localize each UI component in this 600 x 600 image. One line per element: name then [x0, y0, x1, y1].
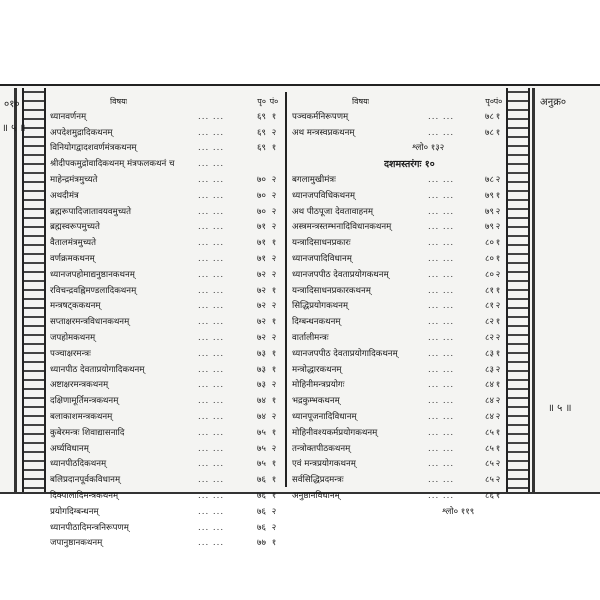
index-entry-line: १	[271, 364, 277, 375]
leader-dots: ... ...	[198, 174, 225, 185]
index-entry-row	[292, 442, 502, 458]
right-header-line: पं०	[493, 97, 503, 106]
leader-dots: ... ...	[198, 522, 225, 533]
index-entry-row	[50, 220, 280, 236]
index-entry-page: ७८	[485, 174, 494, 185]
index-entry-line: १	[495, 238, 501, 249]
left-page-label: ०१०	[4, 99, 20, 110]
leader-dots: ... ...	[198, 538, 225, 549]
index-entry-line: २	[495, 301, 501, 312]
leader-dots: ... ...	[428, 111, 455, 122]
index-entry-row	[50, 331, 280, 347]
index-entry-line: १	[271, 490, 277, 501]
index-entry-row	[292, 363, 502, 379]
index-entry-row	[50, 284, 280, 300]
index-entry-row	[50, 347, 280, 363]
leader-dots: ... ...	[428, 332, 455, 343]
index-entry-title: मन्त्रोद्धारकथनम्	[292, 364, 342, 375]
index-entry-row	[292, 347, 502, 363]
index-entry-row	[292, 315, 502, 331]
index-entry-line: २	[271, 411, 277, 422]
leader-dots: ... ...	[198, 269, 225, 280]
index-entry-row	[50, 521, 280, 537]
index-entry-title: अष्टाक्षरमन्त्रकथनम्	[50, 380, 109, 391]
index-entry-title: जपानुष्ठानकथनम्	[50, 538, 103, 549]
index-entry-line: १	[271, 238, 277, 249]
index-entry-row	[292, 126, 502, 142]
index-entry-row	[50, 426, 280, 442]
index-entry-page: ७२	[257, 301, 266, 312]
leader-dots: ... ...	[428, 475, 455, 486]
index-entry-title: पञ्चकर्मनिरूपणम्	[292, 111, 349, 122]
leader-dots: ... ...	[428, 301, 455, 312]
index-entry-title: सप्ताक्षरमन्त्रविधानकथनम्	[50, 317, 130, 328]
right-page-label: अनुक्र०	[540, 97, 567, 108]
index-entry-line: २	[271, 174, 277, 185]
index-entry-title: ध्यानजपादिविधानम्	[292, 253, 352, 264]
index-entry-page: ८४	[485, 411, 494, 422]
index-entry-line: २	[271, 190, 277, 201]
left-header-title: विषयः	[110, 97, 128, 106]
index-entry-line: १	[495, 490, 501, 501]
right-top-shloka-row	[292, 141, 502, 157]
index-entry-row	[50, 110, 280, 126]
index-entry-row	[292, 205, 502, 221]
leader-dots: ... ...	[428, 348, 455, 359]
index-entry-page: ८२	[485, 317, 494, 328]
index-entry-title: दक्षिणामूर्तिमन्त्रकथनम्	[50, 396, 119, 407]
index-entry-title: वैतालमंत्रमुच्यते	[50, 238, 97, 249]
leader-dots: ... ...	[428, 285, 455, 296]
index-entry-title: जपहोमकथनम्	[50, 332, 96, 343]
index-entry-line: १	[271, 143, 277, 154]
index-entry-page: ७९	[485, 190, 494, 201]
index-entry-page: ७०	[257, 206, 266, 217]
leader-dots: ... ...	[428, 364, 455, 375]
index-entry-row	[50, 536, 280, 552]
index-entry-row	[292, 410, 502, 426]
index-entry-page: ७२	[257, 332, 266, 343]
index-entry-page: ७१	[257, 253, 266, 264]
leader-dots: ... ...	[198, 332, 225, 343]
index-entry-page: ७७	[257, 538, 266, 549]
index-entry-row	[50, 299, 280, 315]
index-entry-title: अस्त्रमन्त्रस्तम्भनादिविधानकथनम्	[292, 222, 392, 233]
index-entry-title: बलाकाशमन्त्रकथनम्	[50, 411, 113, 422]
index-entry-title: ध्यानपीठ देवताप्रयोगादिकथनम्	[50, 364, 145, 375]
index-entry-page: ७४	[257, 411, 266, 422]
leader-dots: ... ...	[428, 174, 455, 185]
index-entry-line: २	[495, 174, 501, 185]
index-entry-row	[50, 489, 280, 505]
index-entry-page: ८६	[485, 490, 494, 501]
leader-dots: ... ...	[428, 459, 455, 470]
index-entry-title: यन्त्रादिसाधनप्रकारकथनम्	[292, 285, 371, 296]
leader-dots: ... ...	[198, 285, 225, 296]
leader-dots: ... ...	[198, 506, 225, 517]
index-entry-title: सर्वसिद्धिप्रदमन्त्रः	[292, 475, 344, 486]
index-entry-page: ७६	[257, 490, 266, 501]
index-entry-page: ८४	[485, 396, 494, 407]
index-entry-title: बलिप्रदानपूर्वकविधानम्	[50, 475, 121, 486]
index-entry-page: ७२	[257, 285, 266, 296]
index-entry-row	[292, 378, 502, 394]
leader-dots: ... ...	[198, 459, 225, 470]
leader-dots: ... ...	[198, 411, 225, 422]
index-entry-page: ७२	[257, 269, 266, 280]
index-entry-row	[50, 315, 280, 331]
index-entry-row	[50, 442, 280, 458]
index-entry-line: १	[271, 285, 277, 296]
index-entry-page: ७३	[257, 348, 266, 359]
leader-dots: ... ...	[198, 380, 225, 391]
index-entry-line: २	[271, 522, 277, 533]
index-entry-line: २	[271, 332, 277, 343]
index-entry-line: २	[271, 443, 277, 454]
index-entry-line: १	[271, 475, 277, 486]
index-entry-line: १	[495, 111, 501, 122]
right-index-column	[292, 94, 502, 521]
leader-dots: ... ...	[428, 317, 455, 328]
index-entry-title: अनुष्ठानविधानम्	[292, 490, 340, 501]
index-entry-page: ७४	[257, 396, 266, 407]
index-entry-row	[292, 189, 502, 205]
index-entry-title: विनियोगद्वादशवर्णमंत्रकथनम्	[50, 143, 137, 154]
index-entry-row	[50, 394, 280, 410]
leader-dots: ... ...	[198, 475, 225, 486]
index-entry-line: १	[495, 190, 501, 201]
index-entry-title: तन्त्रोक्तपीठकथनम्	[292, 443, 351, 454]
index-entry-row	[292, 426, 502, 442]
index-entry-page: ७५	[257, 459, 266, 470]
index-entry-page: ८३	[485, 364, 494, 375]
index-entry-page: ८३	[485, 348, 494, 359]
index-entry-title: सिद्धिप्रयोगकथनम्	[292, 301, 349, 312]
index-entry-line: २	[271, 206, 277, 217]
leader-dots: ... ...	[428, 380, 455, 391]
index-entry-line: २	[495, 332, 501, 343]
leader-dots: ... ...	[428, 238, 455, 249]
leader-dots: ... ...	[428, 443, 455, 454]
index-entry-title: ध्यानपीठादिमन्त्रनिरूपणम्	[50, 522, 129, 533]
index-entry-page: ७०	[257, 174, 266, 185]
index-entry-page: ६९	[257, 127, 266, 138]
index-entry-line: १	[271, 111, 277, 122]
index-entry-title: भद्रकुम्भकथनम्	[292, 396, 340, 407]
index-entry-row	[292, 173, 502, 189]
index-entry-line: २	[495, 475, 501, 486]
index-entry-row	[292, 268, 502, 284]
index-entry-line: १	[495, 317, 501, 328]
right-page-number: ॥ ५ ॥	[548, 403, 572, 414]
index-entry-line: २	[271, 222, 277, 233]
index-entry-title: मोहिनीवश्यकर्मप्रयोगकथनम्	[292, 427, 378, 438]
index-entry-page: ८२	[485, 332, 494, 343]
leader-dots: ... ...	[198, 364, 225, 375]
index-entry-title: अपदेशमुद्रादिकथनम्	[50, 127, 113, 138]
index-entry-line: १	[495, 127, 501, 138]
index-entry-page: ७१	[257, 222, 266, 233]
right-bottom-shloka: श्लो० ११९	[442, 506, 475, 517]
right-column-header	[292, 94, 502, 110]
index-entry-line: २	[271, 253, 277, 264]
index-entry-row	[50, 126, 280, 142]
index-entry-page: ७८	[485, 127, 494, 138]
index-entry-line: २	[271, 506, 277, 517]
index-entry-title: मन्त्रषट्ककथनम्	[50, 301, 101, 312]
index-entry-page: ७६	[257, 522, 266, 533]
index-entry-row	[292, 331, 502, 347]
index-entry-title: ध्यानजपहोमाद्यनुष्ठानकथनम्	[50, 269, 135, 280]
left-header-page: पृ०	[257, 97, 266, 106]
index-entry-row	[292, 236, 502, 252]
index-entry-line: २	[271, 127, 277, 138]
index-entry-page: ७५	[257, 443, 266, 454]
leader-dots: ... ...	[198, 206, 225, 217]
index-entry-page: ८१	[485, 285, 494, 296]
index-entry-page: ७८	[485, 111, 494, 122]
index-entry-page: ८१	[485, 301, 494, 312]
index-entry-row	[50, 173, 280, 189]
index-entry-page: ७६	[257, 506, 266, 517]
leader-dots: ... ...	[428, 222, 455, 233]
leader-dots: ... ...	[198, 443, 225, 454]
index-entry-page: ८५	[485, 443, 494, 454]
leader-dots: ... ...	[428, 253, 455, 264]
index-entry-row	[292, 220, 502, 236]
index-entry-line: १	[495, 253, 501, 264]
index-entry-line: २	[495, 396, 501, 407]
left-index-rows	[50, 110, 280, 552]
right-index-rows	[292, 173, 502, 505]
left-page-number: ॥ ५ ॥	[2, 123, 26, 134]
leader-dots: ... ...	[428, 127, 455, 138]
leader-dots: ... ...	[198, 238, 225, 249]
index-entry-row	[292, 394, 502, 410]
index-entry-page: ८०	[485, 269, 494, 280]
index-entry-page: ८०	[485, 253, 494, 264]
index-entry-title: बगलामुखीमंत्रः	[292, 174, 336, 185]
index-entry-line: २	[495, 411, 501, 422]
index-entry-title: ध्यानजपविधिकथनम्	[292, 190, 355, 201]
index-entry-line: १	[495, 348, 501, 359]
left-edge-rule	[14, 88, 17, 492]
index-entry-page: ८५	[485, 459, 494, 470]
index-entry-page: ७२	[257, 317, 266, 328]
index-entry-line: १	[271, 459, 277, 470]
index-entry-line: २	[495, 364, 501, 375]
leader-dots: ... ...	[198, 396, 225, 407]
index-entry-title: एवं मन्त्रप्रयोगकथनम्	[292, 459, 356, 470]
leader-dots: ... ...	[428, 490, 455, 501]
index-entry-page: ६९	[257, 111, 266, 122]
index-entry-title: पञ्चाक्षरमन्त्रः	[50, 348, 91, 359]
index-entry-row	[50, 410, 280, 426]
index-entry-title: रविचन्द्रवह्निमण्डलादिकथनम्	[50, 285, 137, 296]
index-entry-line: १	[271, 396, 277, 407]
leader-dots: ... ...	[198, 427, 225, 438]
index-entry-title: ध्यानपूजनादिविधानम्	[292, 411, 357, 422]
index-entry-page: ७९	[485, 206, 494, 217]
index-entry-title: दिग्बन्धनकथनम्	[292, 317, 341, 328]
index-entry-page: ८५	[485, 475, 494, 486]
leader-dots: ... ...	[428, 206, 455, 217]
index-entry-row	[50, 268, 280, 284]
index-entry-page: ७०	[257, 190, 266, 201]
index-entry-page: ७३	[257, 380, 266, 391]
index-entry-line: १	[271, 317, 277, 328]
index-entry-row	[292, 299, 502, 315]
leader-dots: ... ...	[198, 190, 225, 201]
leader-dots: ... ...	[428, 269, 455, 280]
right-top-shloka: श्लो० १३२	[412, 143, 445, 154]
index-entry-row	[50, 473, 280, 489]
index-entry-row	[292, 457, 502, 473]
index-entry-title: ध्यानपीठदिकथनम्	[50, 459, 107, 470]
index-entry-page: ७१	[257, 238, 266, 249]
index-entry-row	[50, 363, 280, 379]
index-entry-title: अथ पीठपूजा देवतावाहनम्	[292, 206, 374, 217]
left-column-header	[50, 94, 280, 110]
index-entry-row	[50, 252, 280, 268]
leader-dots: ... ...	[428, 427, 455, 438]
index-entry-page: ८४	[485, 380, 494, 391]
right-top-rows	[292, 110, 502, 142]
index-entry-line: १	[495, 285, 501, 296]
index-entry-title: कुबेरमन्त्रः शिवाद्यासनादि	[50, 427, 125, 438]
right-edge-rule	[532, 88, 535, 492]
index-entry-line: १	[495, 380, 501, 391]
leader-dots: ... ...	[198, 111, 225, 122]
index-entry-row	[50, 457, 280, 473]
leader-dots: ... ...	[198, 490, 225, 501]
leader-dots: ... ...	[198, 143, 225, 154]
section-title: दशमस्तरंगः १०	[384, 159, 435, 171]
leader-dots: ... ...	[198, 348, 225, 359]
index-entry-title: अथ मन्त्रस्वप्नकथनम्	[292, 127, 355, 138]
index-entry-line: २	[271, 380, 277, 391]
index-entry-page: ७५	[257, 427, 266, 438]
index-entry-title: ब्रह्मस्वरूपमुच्यते	[50, 222, 100, 233]
index-entry-row	[50, 157, 280, 173]
leader-dots: ... ...	[198, 253, 225, 264]
index-entry-line: २	[271, 301, 277, 312]
index-entry-title: अथदीमंत्र	[50, 190, 79, 201]
index-entry-line: १	[271, 348, 277, 359]
index-entry-title: अर्घ्यविधानम्	[50, 443, 89, 454]
left-header-line: पं०	[269, 97, 279, 106]
index-entry-page: ६९	[257, 143, 266, 154]
index-entry-line: २	[495, 222, 501, 233]
index-entry-page: ७६	[257, 475, 266, 486]
index-entry-line: २	[271, 269, 277, 280]
top-rule	[0, 84, 600, 86]
leader-dots: ... ...	[428, 190, 455, 201]
leader-dots: ... ...	[198, 317, 225, 328]
index-entry-row	[292, 473, 502, 489]
index-entry-line: २	[495, 269, 501, 280]
index-entry-line: १	[271, 427, 277, 438]
leader-dots: ... ...	[428, 396, 455, 407]
index-entry-title: ध्यानजपपीठ देवताप्रयोगकथनम्	[292, 269, 389, 280]
right-header-title: विषयः	[352, 97, 370, 106]
index-entry-row	[292, 252, 502, 268]
leader-dots: ... ...	[198, 301, 225, 312]
index-entry-row	[50, 505, 280, 521]
index-entry-title: ब्रह्मरूपादिजातावयवमुच्यते	[50, 206, 132, 217]
left-index-column	[50, 94, 280, 552]
leader-dots: ... ...	[428, 411, 455, 422]
index-entry-row	[292, 110, 502, 126]
right-header-page: पृ०	[485, 97, 494, 106]
index-entry-page: ८५	[485, 427, 494, 438]
index-entry-title: दिक्पालादिमन्त्रकथनम्	[50, 490, 119, 501]
section-heading-row	[292, 157, 502, 173]
index-entry-row	[50, 141, 280, 157]
index-entry-title: माहेन्द्रमंत्रमुच्यते	[50, 174, 98, 185]
index-entry-title: प्रयोगदिग्बन्धनम्	[50, 506, 99, 517]
index-entry-page: ७३	[257, 364, 266, 375]
index-entry-row	[292, 284, 502, 300]
index-entry-row	[50, 236, 280, 252]
index-entry-title: मोहिनीमन्त्रप्रयोगः	[292, 380, 345, 391]
right-ornamental-border	[506, 88, 530, 492]
index-entry-row	[292, 489, 502, 505]
index-entry-line: १	[271, 538, 277, 549]
index-entry-title: ध्यानवर्णनम्	[50, 111, 87, 122]
right-bottom-shloka-row	[292, 505, 502, 521]
index-entry-title: श्रीदीपकमुद्रोवादिकथनम् मंत्रफलकथनं च	[50, 159, 175, 170]
leader-dots: ... ...	[198, 127, 225, 138]
index-entry-title: ध्यानजपपीठ देवताप्रयोगादिकथनम्	[292, 348, 398, 359]
column-divider	[285, 92, 287, 487]
index-entry-row	[50, 378, 280, 394]
index-entry-title: वर्णक्रमकथनम्	[50, 253, 95, 264]
index-entry-page: ८०	[485, 238, 494, 249]
leader-dots: ... ...	[198, 159, 225, 170]
index-entry-row	[50, 189, 280, 205]
index-entry-line: २	[495, 206, 501, 217]
index-entry-line: २	[495, 459, 501, 470]
leader-dots: ... ...	[198, 222, 225, 233]
index-entry-title: यन्त्रादिसाधनप्रकारः	[292, 238, 351, 249]
left-ornamental-border	[22, 88, 46, 492]
index-entry-line: १	[495, 427, 501, 438]
index-entry-title: वार्तालीमन्त्रः	[292, 332, 329, 343]
index-entry-page: ७९	[485, 222, 494, 233]
index-entry-row	[50, 205, 280, 221]
index-entry-line: १	[495, 443, 501, 454]
